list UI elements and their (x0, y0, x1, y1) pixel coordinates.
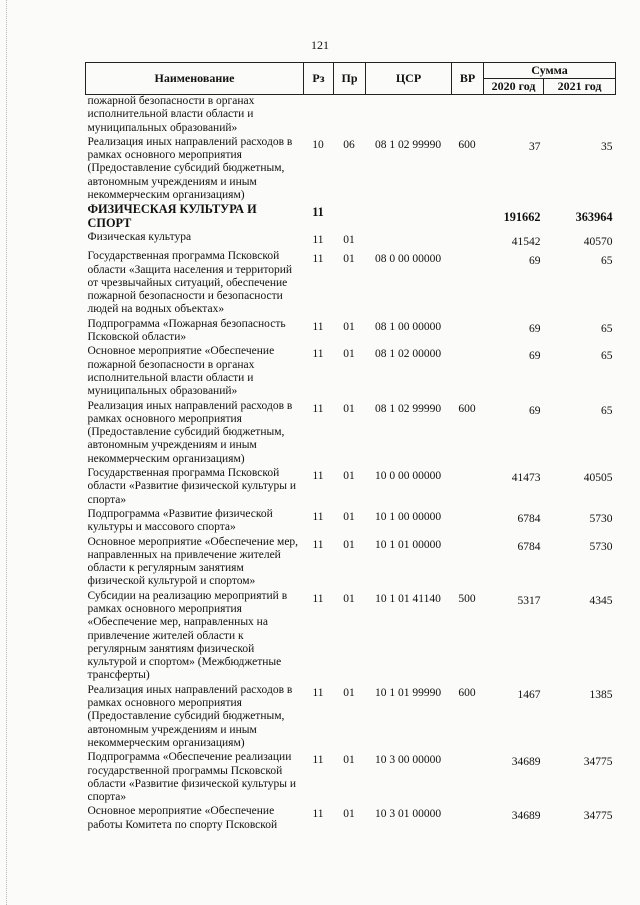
cell-vr (452, 805, 484, 833)
cell-csr: 10 1 01 99990 (374, 686, 442, 699)
cell-rz: 11 (312, 320, 324, 333)
cell-vr: 600 (458, 402, 476, 415)
table-row (86, 203, 616, 231)
cell-rz: 11 (312, 233, 324, 246)
table-row (86, 136, 616, 203)
cell-name: Подпрограмма «Обеспечение реализации государственной программы Псковской области «Развитие физической культуры и спорта» (87, 751, 297, 804)
cell-csr: 10 3 01 00000 (374, 808, 442, 821)
cell-2020: 5317 (517, 594, 541, 607)
cell-csr (366, 203, 452, 231)
cell-rz: 11 (312, 538, 324, 551)
cell-2021: 34775 (583, 756, 613, 769)
table-row (86, 508, 616, 536)
cell-rz (304, 95, 334, 136)
cell-pr: 01 (343, 348, 355, 361)
cell-pr (334, 203, 366, 231)
table-body (86, 95, 616, 834)
cell-csr: 08 0 00 00000 (374, 253, 442, 266)
cell-2020: 191662 (503, 210, 541, 225)
table-row (86, 590, 616, 684)
cell-pr: 01 (343, 808, 355, 821)
cell-pr: 01 (343, 754, 355, 767)
cell-pr: 01 (343, 233, 355, 246)
cell-rz: 11 (312, 754, 324, 767)
cell-2021: 5730 (589, 540, 613, 553)
cell-rz: 11 (312, 686, 324, 699)
budget-table (85, 62, 616, 833)
cell-2021: 65 (601, 350, 613, 363)
cell-2021: 40505 (583, 472, 613, 485)
cell-rz: 11 (312, 470, 324, 483)
cell-name: пожарной безопасности в органах исполнительной власти области и муниципальных образований» (87, 95, 255, 134)
cell-pr: 01 (343, 510, 355, 523)
cell-2021: 40570 (583, 235, 613, 248)
cell-2020: 69 (529, 322, 541, 335)
cell-2020: 6784 (517, 540, 541, 553)
cell-vr: 500 (458, 592, 476, 605)
table-row (86, 684, 616, 751)
cell-rz: 11 (312, 402, 324, 415)
cell-2020: 69 (529, 350, 541, 363)
cell-2021: 65 (601, 255, 613, 268)
cell-2021: 34775 (583, 810, 613, 823)
cell-pr: 01 (343, 470, 355, 483)
cell-2021: 363964 (575, 210, 613, 225)
cell-csr: 08 1 02 99990 (374, 138, 442, 151)
cell-2020: 34689 (511, 756, 541, 769)
header-vr: ВР (452, 63, 484, 95)
cell-rz: 10 (312, 138, 324, 151)
cell-name: Физическая культура (87, 230, 192, 243)
cell-csr: 08 1 00 00000 (374, 320, 442, 333)
cell-2020: 34689 (511, 810, 541, 823)
header-name: Наименование (86, 63, 304, 95)
page-number: 121 (311, 38, 329, 52)
table-row (86, 250, 616, 317)
cell-csr: 10 3 00 00000 (374, 754, 442, 767)
cell-vr (452, 345, 484, 399)
cell-vr (452, 95, 484, 136)
cell-pr: 01 (343, 320, 355, 333)
table-row (86, 536, 616, 590)
cell-pr (334, 95, 366, 136)
cell-2020: 6784 (517, 512, 541, 525)
header-year-2020: 2020 год (484, 79, 544, 95)
cell-2021: 35 (601, 140, 613, 153)
cell-name: Реализация иных направлений расходов в рамках основного мероприятия (Предоставление субсидий бюджетным, автономным учреждениям и иным некоммерческим организациям) (87, 399, 293, 465)
table-row (86, 231, 616, 250)
cell-pr: 01 (343, 592, 355, 605)
table-row (86, 805, 616, 833)
cell-name: Реализация иных направлений расходов в рамках основного мероприятия (Предоставление субсидий бюджетным, автономным учреждениям и иным некоммерческим организациям) (87, 135, 293, 202)
cell-2020: 1467 (517, 688, 541, 701)
page-edge-line (6, 0, 8, 905)
header-sum: Сумма (484, 63, 616, 79)
cell-2021: 5730 (589, 512, 613, 525)
cell-rz: 11 (312, 348, 324, 361)
cell-name: Государственная программа Псковской области «Защита населения и территорий от чрезвычайных ситуаций, обеспечение пожарной безопасности и безопасности людей на водных объектах» (87, 250, 293, 316)
cell-vr (452, 250, 484, 317)
cell-2021: 65 (601, 404, 613, 417)
cell-name: Основное мероприятие «Обеспечение мер, направленных на привлечение жителей области к регулярным занятиям физической культурой и спортом» (87, 535, 299, 588)
header-csr: ЦСР (366, 63, 452, 95)
cell-csr: 10 1 01 00000 (374, 538, 442, 551)
cell-csr (366, 95, 452, 136)
cell-vr (452, 231, 484, 250)
cell-2020: 41473 (511, 472, 541, 485)
cell-rz: 11 (312, 205, 324, 220)
header-pr: Пр (334, 63, 366, 95)
cell-name: Подпрограмма «Пожарная безопасность Псковской области» (87, 317, 286, 344)
cell-2020: 69 (529, 255, 541, 268)
table-row (86, 318, 616, 346)
cell-vr (452, 508, 484, 536)
header-rz: Рз (304, 63, 334, 95)
cell-csr: 10 1 01 41140 (375, 592, 441, 605)
cell-vr (452, 467, 484, 508)
table-row (86, 467, 616, 508)
cell-2020: 41542 (511, 235, 541, 248)
cell-pr: 01 (343, 253, 355, 266)
cell-name: Основное мероприятие «Обеспечение пожарной безопасности в органах исполнительной власти области и муниципальных образований» (87, 345, 275, 398)
cell-name: Государственная программа Псковской области «Развитие физической культуры и спорта» (87, 467, 297, 506)
cell-csr: 10 1 00 00000 (374, 510, 442, 523)
table-row (86, 751, 616, 805)
cell-vr: 600 (458, 138, 476, 151)
cell-vr (452, 536, 484, 590)
cell-pr: 01 (343, 538, 355, 551)
cell-name: Основное мероприятие «Обеспечение работы Комитета по спорту Псковской (87, 805, 278, 831)
cell-name: ФИЗИЧЕСКАЯ КУЛЬТУРА И СПОРТ (87, 202, 257, 230)
cell-2020 (484, 95, 544, 136)
cell-2020: 37 (529, 140, 541, 153)
cell-csr (366, 231, 452, 250)
cell-pr: 01 (343, 402, 355, 415)
cell-vr (452, 318, 484, 346)
cell-csr: 08 1 02 00000 (374, 348, 442, 361)
cell-csr: 10 0 00 00000 (374, 470, 442, 483)
cell-name: Субсидии на реализацию мероприятий в рамках основного мероприятия «Обеспечение мер, направленных на привлечение жителей области к регулярным занятиям физической культурой и спортом» (Межбюджетные трансферты) (87, 589, 288, 682)
cell-2021: 4345 (589, 594, 613, 607)
cell-pr: 06 (343, 138, 355, 151)
cell-rz: 11 (312, 808, 324, 821)
cell-rz: 11 (312, 592, 324, 605)
cell-rz: 11 (312, 510, 324, 523)
cell-2021: 1385 (589, 688, 613, 701)
cell-name: Подпрограмма «Развитие физической культуры и массового спорта» (87, 507, 273, 534)
cell-vr: 600 (458, 686, 476, 699)
cell-vr (452, 203, 484, 231)
cell-rz: 11 (312, 253, 324, 266)
header-year-2021: 2021 год (544, 79, 616, 95)
table-row (86, 345, 616, 399)
table-row (86, 95, 616, 136)
cell-name: Реализация иных направлений расходов в рамках основного мероприятия (Предоставление субсидий бюджетным, автономным учреждениям и иным некоммерческим организациям) (87, 683, 293, 749)
cell-pr: 01 (343, 686, 355, 699)
cell-2021 (544, 95, 616, 136)
cell-csr: 08 1 02 99990 (374, 402, 442, 415)
cell-2020: 69 (529, 404, 541, 417)
table-header (86, 63, 616, 95)
table-row (86, 400, 616, 467)
cell-vr (452, 751, 484, 805)
cell-2021: 65 (601, 322, 613, 335)
